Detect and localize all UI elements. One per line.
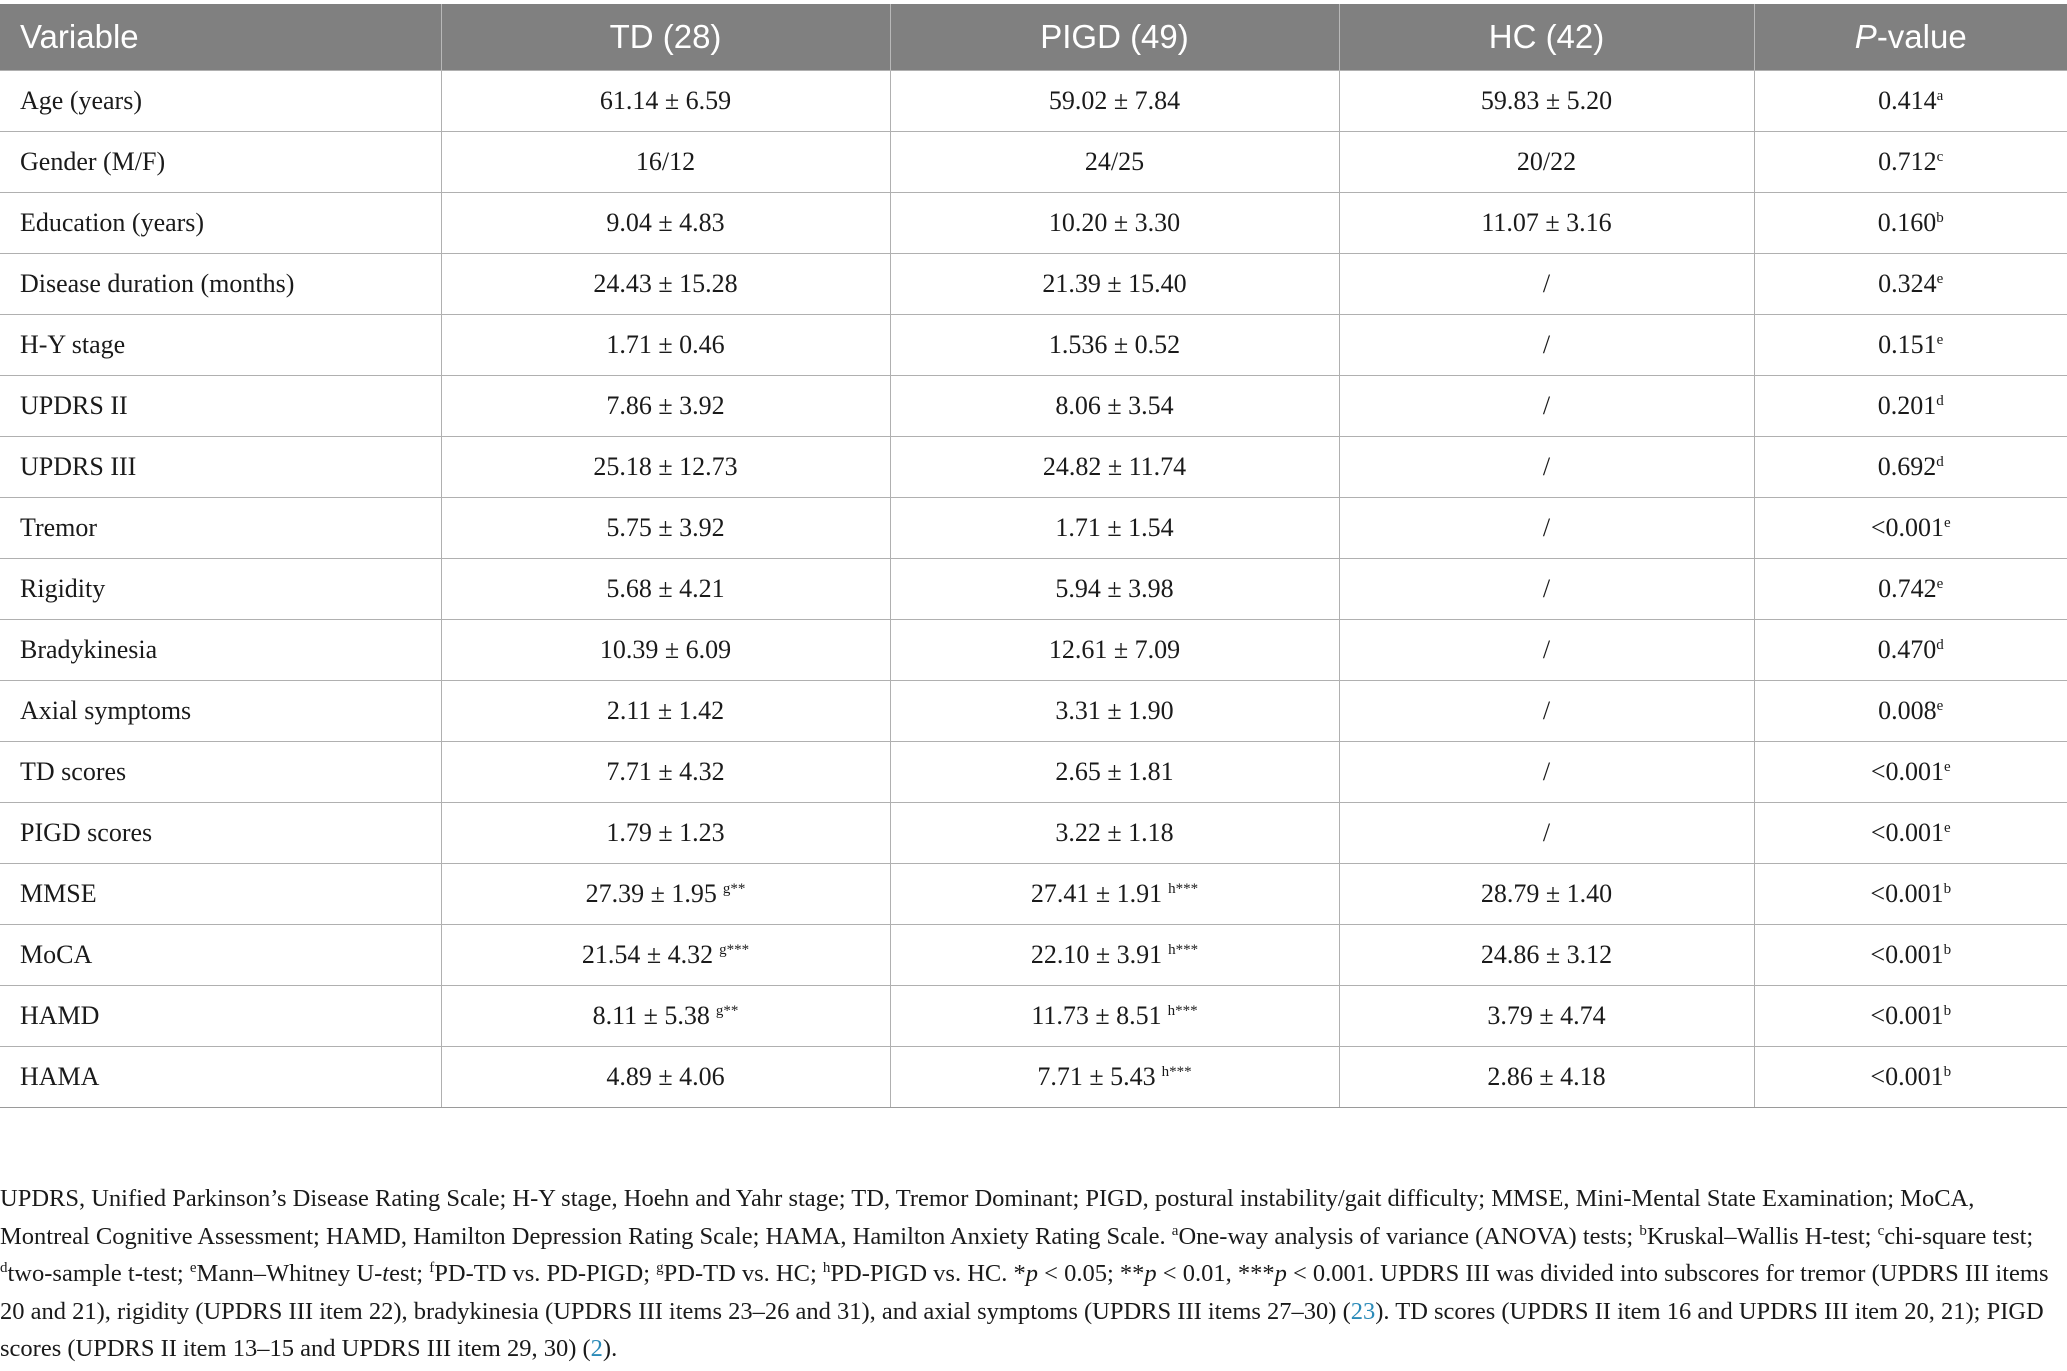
cell-p-value-text: 0.742 xyxy=(1878,574,1937,603)
cell-td xyxy=(441,498,890,559)
cell-hc xyxy=(1339,254,1754,315)
cell-pigd-text: 24.82 ± 11.74 xyxy=(1042,452,1187,481)
cell-td-text: 2.11 ± 1.42 xyxy=(606,696,725,725)
cell-pigd xyxy=(890,986,1339,1047)
footnote-sig2-stars: ** xyxy=(1119,1260,1145,1287)
table-row xyxy=(0,742,2067,803)
footnote-updrs-text: UPDRS III was divided into subscores for tremor (UPDRS III items 20 and 21), rigidity (UPDRS III item 22), bradykinesia (UPDRS III items 23–26 and 31), and axial symptoms (UPDRS III items 27–30) ( xyxy=(0,1260,2049,1325)
footnote-sup-c: c xyxy=(1877,1222,1885,1239)
header-td: TD (28) xyxy=(441,4,890,71)
cell-p-value xyxy=(1754,620,2067,681)
cell-p-value xyxy=(1754,132,2067,193)
cell-hc xyxy=(1339,620,1754,681)
cell-variable-text: MoCA xyxy=(20,940,93,969)
cell-pigd-text: 1.71 ± 1.54 xyxy=(1055,513,1174,542)
cell-hc-text: 2.86 ± 4.18 xyxy=(1487,1062,1606,1091)
cell-td xyxy=(441,437,890,498)
data-table xyxy=(0,4,2067,1108)
cell-td xyxy=(441,254,890,315)
cell-td-text: 27.39 ± 1.95 xyxy=(585,879,717,908)
cell-p-value xyxy=(1754,437,2067,498)
cell-hc xyxy=(1339,71,1754,132)
footnote-text-c: chi-square test; xyxy=(1884,1222,2034,1250)
cell-pigd-text: 21.39 ± 15.40 xyxy=(1042,269,1187,298)
cell-p-value xyxy=(1754,498,2067,559)
cell-p-value-superscript: e xyxy=(1944,759,1951,775)
cell-variable-text: Bradykinesia xyxy=(20,635,158,664)
cell-hc xyxy=(1339,559,1754,620)
cell-variable-text: Disease duration (months) xyxy=(20,269,295,298)
cell-p-value-superscript: c xyxy=(1936,149,1944,165)
table-row xyxy=(0,864,2067,925)
footnote-text-h: PD-PIGD vs. HC. xyxy=(830,1260,1014,1287)
cell-variable xyxy=(0,559,441,620)
footnote-end-text: ). xyxy=(602,1335,618,1362)
cell-td-text: 25.18 ± 12.73 xyxy=(593,452,738,481)
cell-p-value xyxy=(1754,254,2067,315)
cell-pigd-text: 22.10 ± 3.91 xyxy=(1030,940,1163,969)
cell-p-value-superscript: e xyxy=(1936,271,1944,287)
cell-pigd-text: 3.31 ± 1.90 xyxy=(1055,696,1174,725)
cell-variable-text: Rigidity xyxy=(20,574,106,603)
cell-pigd-text: 7.71 ± 5.43 xyxy=(1037,1062,1156,1091)
cell-td-text: 9.04 ± 4.83 xyxy=(606,208,725,237)
table-row xyxy=(0,1047,2067,1108)
cell-td-text: 8.11 ± 5.38 xyxy=(592,1001,710,1030)
cell-pigd-superscript: h*** xyxy=(1168,881,1199,897)
footnote-sig3-stars: *** xyxy=(1237,1260,1275,1287)
cell-pigd xyxy=(890,803,1339,864)
cell-variable xyxy=(0,681,441,742)
cell-pigd xyxy=(890,71,1339,132)
footnote-sup-f: f xyxy=(429,1260,435,1276)
cell-p-value-text: 0.201 xyxy=(1877,391,1937,420)
cell-p-value-superscript: e xyxy=(1944,820,1951,836)
cell-hc xyxy=(1339,986,1754,1047)
cell-hc-text: 28.79 ± 1.40 xyxy=(1480,879,1613,908)
cell-hc-text: / xyxy=(1542,635,1551,664)
cell-td-superscript: g** xyxy=(715,1003,739,1019)
cell-p-value xyxy=(1754,1047,2067,1108)
cell-hc-text: / xyxy=(1542,269,1551,298)
cell-hc-text: / xyxy=(1542,574,1551,603)
table-header-row xyxy=(0,4,2067,71)
footnote-sup-b: b xyxy=(1639,1222,1647,1239)
footnote-sup-g: g xyxy=(656,1260,664,1276)
footnote-sig3-val: < 0.001. xyxy=(1286,1260,1381,1287)
cell-td-text: 16/12 xyxy=(635,147,696,176)
header-hc: HC (42) xyxy=(1339,4,1754,71)
cell-pigd-superscript: h*** xyxy=(1161,1064,1192,1080)
footnote-sig2-val: < 0.01, xyxy=(1156,1260,1238,1287)
cell-variable xyxy=(0,742,441,803)
cell-pigd-text: 24/25 xyxy=(1084,147,1145,176)
cell-pigd xyxy=(890,681,1339,742)
cell-pigd xyxy=(890,559,1339,620)
cell-variable-text: Gender (M/F) xyxy=(20,147,166,176)
cell-pigd-text: 12.61 ± 7.09 xyxy=(1048,635,1181,664)
cell-td-text: 24.43 ± 15.28 xyxy=(593,269,738,298)
header-variable: Variable xyxy=(0,4,441,71)
footnote-td-text: ). TD scores (UPDRS II item 16 and UPDRS III item 20, 21); PIGD scores (UPDRS II item 13–15 and UPDRS III item 29, 30) ( xyxy=(0,1297,2044,1362)
cell-p-value-text: <0.001 xyxy=(1870,757,1944,786)
cell-td xyxy=(441,986,890,1047)
footnote-sup-e: e xyxy=(189,1260,197,1276)
cell-variable xyxy=(0,925,441,986)
cell-pigd-text: 11.73 ± 8.51 xyxy=(1031,1001,1162,1030)
cell-td-text: 4.89 ± 4.06 xyxy=(606,1062,725,1091)
cell-p-value-text: 0.692 xyxy=(1877,452,1937,481)
cell-variable xyxy=(0,1047,441,1108)
cell-p-value-superscript: b xyxy=(1936,210,1944,226)
cell-td xyxy=(441,681,890,742)
cell-variable-text: H-Y stage xyxy=(20,330,126,359)
cell-hc xyxy=(1339,742,1754,803)
cell-pigd-text: 1.536 ± 0.52 xyxy=(1048,330,1181,359)
cell-variable xyxy=(0,864,441,925)
table-row xyxy=(0,315,2067,376)
reference-link-23[interactable]: 23 xyxy=(1350,1297,1376,1325)
cell-p-value xyxy=(1754,681,2067,742)
cell-p-value-text: <0.001 xyxy=(1870,513,1944,542)
cell-td xyxy=(441,193,890,254)
cell-pigd-text: 3.22 ± 1.18 xyxy=(1055,818,1174,847)
cell-pigd-superscript: h*** xyxy=(1168,942,1199,958)
footnote-text-e-italic: t xyxy=(382,1260,390,1287)
cell-p-value-superscript: e xyxy=(1936,576,1944,592)
cell-td xyxy=(441,925,890,986)
cell-variable xyxy=(0,498,441,559)
cell-hc xyxy=(1339,925,1754,986)
cell-td-text: 61.14 ± 6.59 xyxy=(599,86,732,115)
cell-pigd-text: 5.94 ± 3.98 xyxy=(1055,574,1174,603)
cell-p-value xyxy=(1754,925,2067,986)
cell-pigd xyxy=(890,437,1339,498)
table-row xyxy=(0,681,2067,742)
cell-variable-text: Education (years) xyxy=(20,208,205,237)
cell-variable xyxy=(0,803,441,864)
cell-td-text: 10.39 ± 6.09 xyxy=(599,635,732,664)
cell-p-value-text: <0.001 xyxy=(1870,1001,1944,1030)
reference-link-2[interactable]: 2 xyxy=(590,1335,603,1362)
table-row xyxy=(0,193,2067,254)
cell-hc xyxy=(1339,803,1754,864)
cell-p-value-text: <0.001 xyxy=(1870,879,1944,908)
cell-p-value xyxy=(1754,193,2067,254)
cell-p-value-superscript: d xyxy=(1936,454,1944,470)
cell-variable xyxy=(0,193,441,254)
cell-variable-text: HAMA xyxy=(20,1062,100,1091)
cell-variable xyxy=(0,376,441,437)
cell-hc-text: 3.79 ± 4.74 xyxy=(1487,1001,1606,1030)
table-row xyxy=(0,254,2067,315)
cell-td xyxy=(441,620,890,681)
cell-td xyxy=(441,559,890,620)
footnote-sup-a: a xyxy=(1171,1222,1179,1239)
cell-pigd xyxy=(890,864,1339,925)
cell-p-value-text: <0.001 xyxy=(1870,1062,1944,1091)
cell-pigd xyxy=(890,1047,1339,1108)
cell-p-value-text: <0.001 xyxy=(1870,940,1944,969)
table-body xyxy=(0,71,2067,1108)
cell-hc xyxy=(1339,681,1754,742)
cell-p-value-text: 0.151 xyxy=(1878,330,1937,359)
cell-td xyxy=(441,742,890,803)
footnote-sig1-p: p xyxy=(1025,1260,1038,1287)
header-pigd: PIGD (49) xyxy=(890,4,1339,71)
table-row xyxy=(0,986,2067,1047)
table-row xyxy=(0,132,2067,193)
cell-p-value-superscript: b xyxy=(1943,1064,1952,1080)
cell-td-text: 1.79 ± 1.23 xyxy=(606,818,725,847)
cell-td-text: 5.75 ± 3.92 xyxy=(606,513,725,542)
footnote-text-f: PD-TD vs. PD-PIGD; xyxy=(434,1260,657,1287)
cell-td-text: 21.54 ± 4.32 xyxy=(581,940,714,969)
cell-variable xyxy=(0,620,441,681)
footnote-text-e2: est; xyxy=(389,1260,430,1287)
cell-variable xyxy=(0,437,441,498)
cell-hc-text: / xyxy=(1542,757,1551,786)
cell-hc-text: / xyxy=(1542,696,1551,725)
cell-variable-text: Tremor xyxy=(20,513,98,542)
cell-hc-text: / xyxy=(1542,330,1551,359)
cell-pigd xyxy=(890,925,1339,986)
cell-p-value-superscript: d xyxy=(1936,637,1944,653)
cell-hc xyxy=(1339,315,1754,376)
cell-td-text: 7.71 ± 4.32 xyxy=(606,757,725,786)
cell-variable-text: UPDRS III xyxy=(20,452,137,481)
cell-hc xyxy=(1339,437,1754,498)
table-row xyxy=(0,803,2067,864)
cell-hc-text: 24.86 ± 3.12 xyxy=(1480,940,1613,969)
footnote-sup-h: h xyxy=(822,1260,831,1276)
footnote-text-e1: Mann–Whitney U- xyxy=(196,1260,383,1287)
cell-hc xyxy=(1339,1047,1754,1108)
table-row xyxy=(0,437,2067,498)
cell-p-value-superscript: d xyxy=(1936,393,1944,409)
cell-hc-text: / xyxy=(1542,513,1551,542)
cell-p-value-text: 0.324 xyxy=(1878,269,1937,298)
cell-p-value-text: 0.008 xyxy=(1878,696,1937,725)
table-row xyxy=(0,71,2067,132)
cell-p-value xyxy=(1754,315,2067,376)
cell-variable-text: UPDRS II xyxy=(20,391,128,420)
cell-hc-text: 59.83 ± 5.20 xyxy=(1480,86,1613,115)
cell-hc-text: 20/22 xyxy=(1516,147,1577,176)
cell-variable-text: PIGD scores xyxy=(20,818,153,847)
cell-variable-text: Axial symptoms xyxy=(20,696,192,725)
cell-pigd-text: 8.06 ± 3.54 xyxy=(1055,391,1174,420)
table-row xyxy=(0,925,2067,986)
cell-p-value-superscript: e xyxy=(1936,698,1944,714)
cell-p-value xyxy=(1754,803,2067,864)
cell-td xyxy=(441,315,890,376)
table-row xyxy=(0,376,2067,437)
cell-td-text: 7.86 ± 3.92 xyxy=(606,391,725,420)
cell-hc xyxy=(1339,498,1754,559)
cell-p-value xyxy=(1754,71,2067,132)
cell-pigd-text: 2.65 ± 1.81 xyxy=(1055,757,1174,786)
cell-p-value-text: <0.001 xyxy=(1870,818,1944,847)
table-row xyxy=(0,498,2067,559)
cell-hc xyxy=(1339,864,1754,925)
cell-variable-text: Age (years) xyxy=(20,86,142,115)
cell-td xyxy=(441,803,890,864)
footnote-text-a: One-way analysis of variance (ANOVA) tests; xyxy=(1178,1222,1640,1250)
cell-hc-text: / xyxy=(1542,818,1551,847)
footnote-sup-d: d xyxy=(0,1260,8,1276)
cell-variable xyxy=(0,986,441,1047)
cell-p-value xyxy=(1754,376,2067,437)
cell-td xyxy=(441,132,890,193)
cell-p-value-text: 0.414 xyxy=(1878,86,1937,115)
cell-td-superscript: g*** xyxy=(719,942,750,958)
header-p-value xyxy=(1754,4,2067,71)
cell-pigd-text: 27.41 ± 1.91 xyxy=(1030,879,1163,908)
cell-p-value xyxy=(1754,559,2067,620)
footnote-sig1-stars: * xyxy=(1013,1260,1026,1287)
cell-p-value-superscript: e xyxy=(1936,332,1944,348)
footnote-sig2-p: p xyxy=(1144,1260,1157,1287)
cell-variable xyxy=(0,254,441,315)
cell-variable-text: HAMD xyxy=(20,1001,100,1030)
cell-pigd-text: 59.02 ± 7.84 xyxy=(1048,86,1181,115)
cell-td xyxy=(441,376,890,437)
footnote-text-g: PD-TD vs. HC; xyxy=(663,1260,823,1287)
cell-hc-text: / xyxy=(1542,391,1551,420)
header-p-italic: P xyxy=(1854,18,1877,55)
footnote-sig3-p: p xyxy=(1274,1260,1287,1287)
cell-pigd xyxy=(890,620,1339,681)
cell-variable xyxy=(0,132,441,193)
table-row xyxy=(0,620,2067,681)
cell-td xyxy=(441,71,890,132)
cell-pigd xyxy=(890,376,1339,437)
footnote-sig1-val: < 0.05; xyxy=(1038,1260,1120,1287)
cell-hc xyxy=(1339,376,1754,437)
cell-p-value xyxy=(1754,986,2067,1047)
header-p-rest: -value xyxy=(1876,18,1967,55)
cell-pigd-superscript: h*** xyxy=(1167,1003,1198,1019)
cell-td xyxy=(441,1047,890,1108)
cell-pigd xyxy=(890,498,1339,559)
footnote-text-d: two-sample t-test; xyxy=(7,1260,190,1287)
cell-pigd xyxy=(890,132,1339,193)
cell-p-value-superscript: b xyxy=(1943,942,1952,958)
cell-hc-text: / xyxy=(1542,452,1551,481)
cell-p-value-superscript: b xyxy=(1943,1003,1952,1019)
cell-p-value xyxy=(1754,864,2067,925)
cell-p-value-superscript: b xyxy=(1943,881,1952,897)
footnote-text-b: Kruskal–Wallis H-test; xyxy=(1646,1222,1878,1250)
cell-pigd xyxy=(890,193,1339,254)
table-footnote xyxy=(0,1180,2060,1368)
cell-variable-text: MMSE xyxy=(20,879,97,908)
cell-p-value xyxy=(1754,742,2067,803)
footnote-abbreviations: UPDRS, Unified Parkinson’s Disease Rating Scale; H-Y stage, Hoehn and Yahr stage; TD, Tremor Dominant; PIGD, postural instability/gait difficulty; MMSE, Mini-Mental State Examination; MoCA, Montreal Cognitive Assessment; HAMD, Hamilton Depression Rating Scale; HAMA, Hamilton Anxiety Rating Scale. xyxy=(0,1185,1975,1250)
cell-hc-text: 11.07 ± 3.16 xyxy=(1481,208,1612,237)
cell-variable-text: TD scores xyxy=(20,757,127,786)
cell-variable xyxy=(0,315,441,376)
cell-pigd xyxy=(890,742,1339,803)
table-row xyxy=(0,559,2067,620)
cell-p-value-superscript: a xyxy=(1936,88,1944,104)
cell-td xyxy=(441,864,890,925)
cell-p-value-text: 0.160 xyxy=(1877,208,1937,237)
cell-p-value-text: 0.712 xyxy=(1878,147,1937,176)
cell-hc xyxy=(1339,193,1754,254)
cell-td-superscript: g** xyxy=(722,881,746,897)
cell-hc xyxy=(1339,132,1754,193)
cell-pigd-text: 10.20 ± 3.30 xyxy=(1048,208,1181,237)
cell-td-text: 1.71 ± 0.46 xyxy=(606,330,725,359)
cell-td-text: 5.68 ± 4.21 xyxy=(606,574,725,603)
cell-variable xyxy=(0,71,441,132)
cell-p-value-text: 0.470 xyxy=(1877,635,1937,664)
cell-p-value-superscript: e xyxy=(1944,515,1951,531)
cell-pigd xyxy=(890,254,1339,315)
cell-pigd xyxy=(890,315,1339,376)
